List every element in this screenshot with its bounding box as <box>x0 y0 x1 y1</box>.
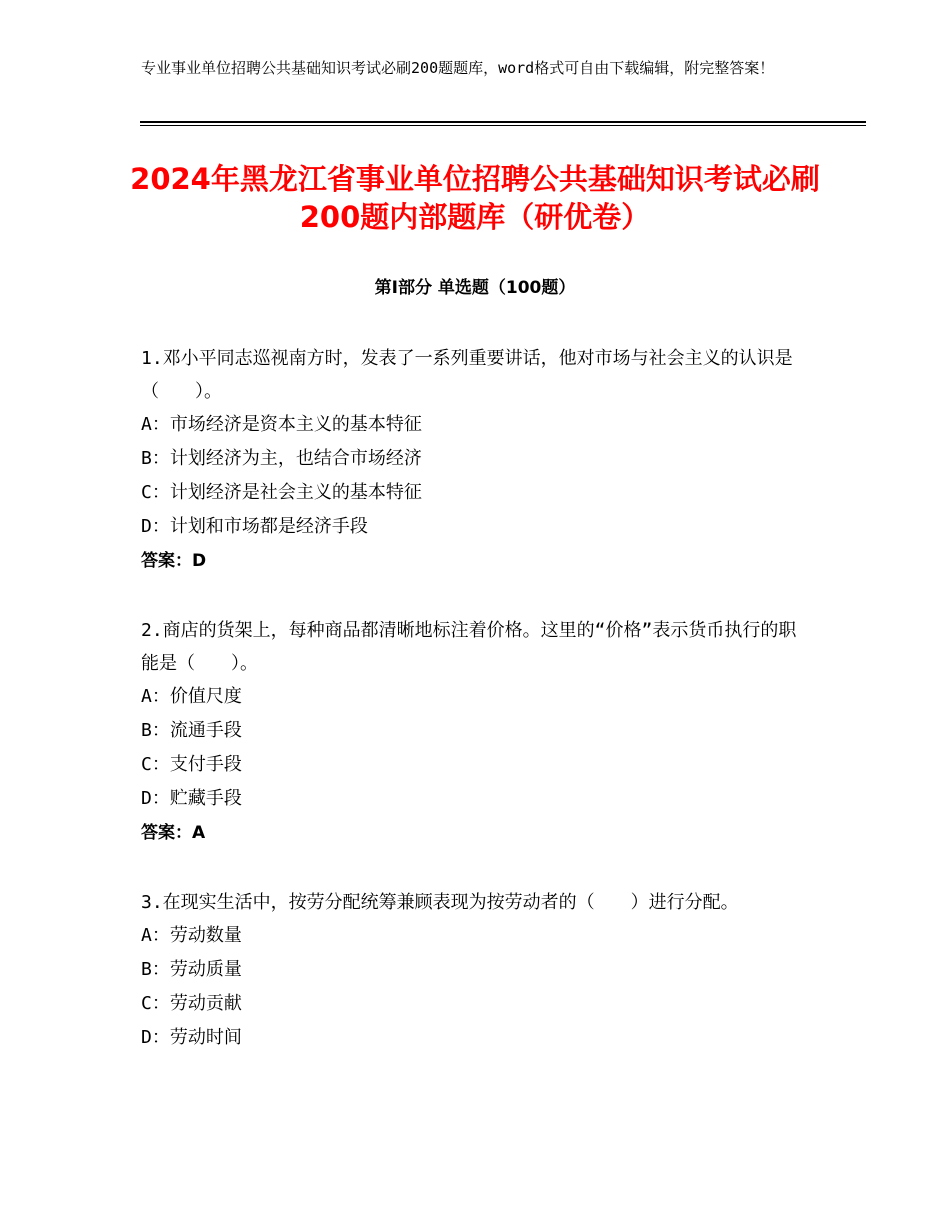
header-rule-thick <box>140 121 866 123</box>
option-d: D：贮藏手段 <box>141 788 242 809</box>
header-rule-thin <box>140 125 866 126</box>
question-stem: 2.商店的货架上，每种商品都清晰地标注着价格。这里的“价格”表示货币执行的职能是（ ）。 <box>141 620 797 674</box>
question-2 <box>141 614 801 850</box>
question-stem: 1.邓小平同志巡视南方时，发表了一系列重要讲话，他对市场与社会主义的认识是（ ）。 <box>141 348 793 402</box>
question-3 <box>141 886 801 1055</box>
option-a: A：劳动数量 <box>141 925 242 946</box>
question-1 <box>141 342 801 578</box>
answer: 答案：A <box>141 823 206 843</box>
option-c: C：劳动贡献 <box>141 993 242 1014</box>
option-a: A：价值尺度 <box>141 686 242 707</box>
option-b: B：劳动质量 <box>141 959 242 980</box>
option-b: B：流通手段 <box>141 720 242 741</box>
question-stem: 3.在现实生活中，按劳分配统筹兼顾表现为按劳动者的（ ）进行分配。 <box>141 892 739 913</box>
option-b: B：计划经济为主，也结合市场经济 <box>141 448 422 469</box>
section-heading: 第Ⅰ部分 单选题（100题） <box>374 278 576 298</box>
header-note: 专业事业单位招聘公共基础知识考试必刷200题题库，word格式可自由下载编辑，附完整答案！ <box>141 59 775 77</box>
option-d: D：劳动时间 <box>141 1027 242 1048</box>
document-title: 2024年黑龙江省事业单位招聘公共基础知识考试必刷200题内部题库（研优卷） <box>130 162 820 234</box>
option-c: C：支付手段 <box>141 754 242 775</box>
option-c: C：计划经济是社会主义的基本特征 <box>141 482 422 503</box>
answer: 答案：D <box>141 551 207 571</box>
option-a: A：市场经济是资本主义的基本特征 <box>141 414 422 435</box>
option-d: D：计划和市场都是经济手段 <box>141 516 368 537</box>
